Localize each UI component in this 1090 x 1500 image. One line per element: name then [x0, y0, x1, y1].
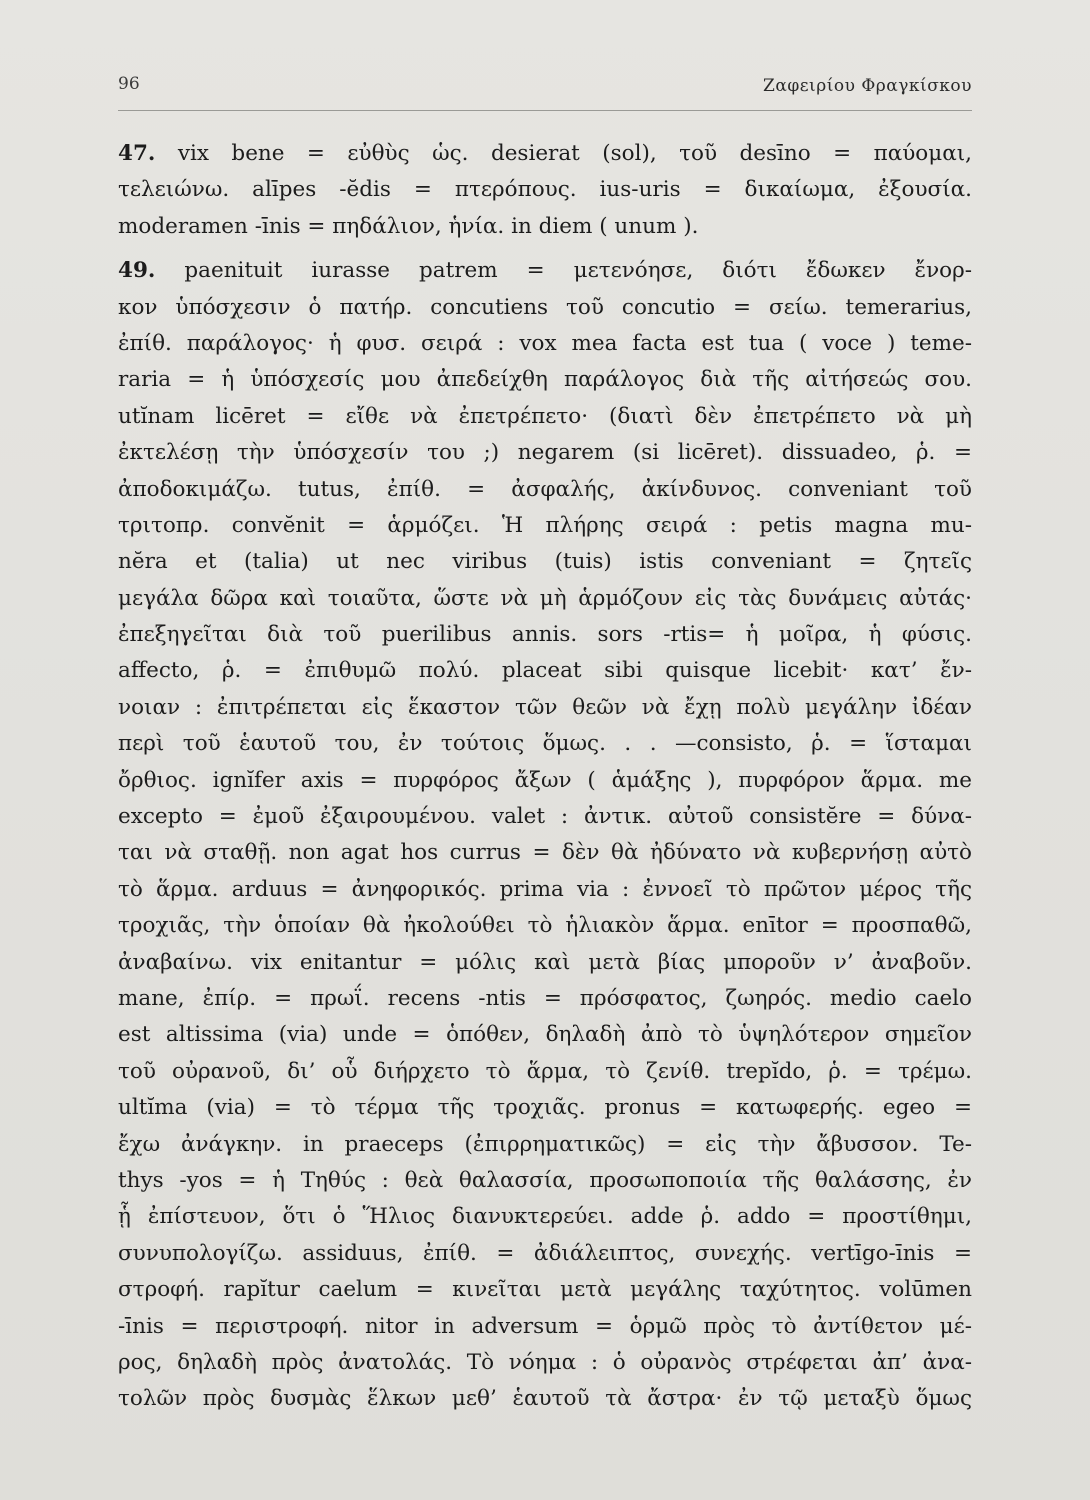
text-line: ἔχω ἀνάγκην. in praeceps (ἐπιρρηματικῶς) = εἰς τὴν ἄβυσσον. Te- — [118, 1131, 972, 1157]
text-line: ἀποδοκιμάζω. tutus, ἐπίθ. = ἀσφαλής, ἀκίνδυνος. conveniant τοῦ — [118, 476, 972, 502]
text-line: ἀναβαίνω. vix enitantur = μόλις καὶ μετὰ βίας μποροῦν ν’ ἀναβοῦν. — [118, 949, 972, 975]
text-line: ᾗ ἐπίστευον, ὅτι ὁ Ἥλιος διανυκτερεύει. adde ῥ. addo = προστίθημι, — [118, 1204, 972, 1230]
text-line: -īnis = περιστροφή. nitor in adversum = ὁρμῶ πρὸς τὸ ἀντίθετον μέ- — [118, 1313, 972, 1339]
text-line: affecto, ῥ. = ἐπιθυμῶ πολύ. placeat sibi quisque licebit· κατ’ ἔν- — [118, 658, 972, 684]
text-line: ultĭma (via) = τὸ τέρμα τῆς τροχιᾶς. pronus = κατωφερής. egeo = — [118, 1095, 972, 1121]
text-line: raria = ἡ ὑπόσχεσίς μου ἀπεδείχθη παράλογος διὰ τῆς αἰτήσεώς σου. — [118, 367, 972, 393]
text-line: excepto = ἐμοῦ ἐξαιρουμένου. valet : ἀντικ. αὐτοῦ consistĕre = δύνα- — [118, 804, 972, 830]
paragraph-gap — [118, 245, 972, 253]
text-line: συνυπολογίζω. assiduus, ἐπίθ. = ἀδιάλειπτος, συνεχής. vertīgo-īnis = — [118, 1240, 972, 1266]
paragraph-number: 47. — [118, 141, 156, 166]
text-line: mane, ἐπίρ. = πρωΐ. recens -ntis = πρόσφατος, ζωηρός. medio caelo — [118, 985, 972, 1011]
page-number: 96 — [118, 74, 140, 94]
text-line: moderamen -īnis = πηδάλιον, ἡνία. in diem ( unum ). — [118, 213, 699, 239]
header-rule — [118, 110, 972, 111]
text-line: ἐκτελέσῃ τὴν ὑπόσχεσίν του ;) negarem (si licēret). dissuadeo, ῥ. = — [118, 440, 972, 466]
text-line: utĭnam licēret = εἴθε νὰ ἐπετρέπετο· (διατὶ δὲν ἐπετρέπετο νὰ μὴ — [118, 403, 972, 429]
text-line: νοιαν : ἐπιτρέπεται εἰς ἕκαστον τῶν θεῶν νὰ ἔχῃ πολὺ μεγάλην ἰδέαν — [118, 694, 972, 720]
text-line: nĕra et (talia) ut nec viribus (tuis) istis conveniant = ζητεῖς — [118, 549, 972, 575]
text-line: τοῦ οὐρανοῦ, δι’ οὗ διήρχετο τὸ ἅρμα, τὸ ζενίθ. trepĭdo, ῥ. = τρέμω. — [118, 1058, 972, 1084]
text-line: μεγάλα δῶρα καὶ τοιαῦτα, ὥστε νὰ μὴ ἁρμόζουν εἰς τὰς δυνάμεις αὐτάς· — [118, 585, 972, 611]
text-line: τριτοπρ. convĕnit = ἁρμόζει. Ἡ πλήρης σειρά : petis magna mu- — [118, 512, 972, 538]
text-line: περὶ τοῦ ἑαυτοῦ του, ἐν τούτοις ὅμως. . . —consisto, ῥ. = ἵσταμαι — [118, 731, 972, 757]
page-header — [118, 74, 972, 110]
text-line: τελειώνω. alīpes -ĕdis = πτερόπους. ius-uris = δικαίωμα, ἐξουσία. — [118, 177, 972, 203]
text-line: τὸ ἅρμα. arduus = ἀνηφορικός. prima via : ἐννοεῖ τὸ πρῶτον μέρος τῆς — [118, 876, 972, 902]
text-line: thys -yos = ἡ Τηθύς : θεὰ θαλασσία, προσωποποιία τῆς θαλάσσης, ἐν — [118, 1167, 972, 1193]
text-line: τολῶν πρὸς δυσμὰς ἕλκων μεθ’ ἑαυτοῦ τὰ ἄστρα· ἐν τῷ μεταξὺ ὅμως — [118, 1386, 972, 1412]
text-line: ἐπίθ. παράλογος· ἡ φυσ. σειρά : vox mea facta est tua ( voce ) teme- — [118, 330, 972, 356]
paragraph-number: 49. — [118, 258, 156, 284]
text-line: 49. paenituit iurasse patrem = μετενόησε, διότι ἔδωκεν ἔνορ- — [118, 258, 972, 284]
text-line: κον ὑπόσχεσιν ὁ πατήρ. concutiens τοῦ concutio = σείω. temerarius, — [118, 294, 972, 320]
running-head: Ζαφειρίου Φραγκίσκου — [763, 76, 972, 96]
text-line: ρος, δηλαδὴ πρὸς ἀνατολάς. Τὸ νόημα : ὁ οὐρανὸς στρέφεται ἀπ’ ἀνα- — [118, 1349, 972, 1375]
text-line: τροχιᾶς, τὴν ὁποίαν θὰ ἠκολούθει τὸ ἡλιακὸν ἅρμα. enītor = προσπαθῶ, — [118, 913, 972, 939]
text-line: ἐπεξηγεῖται διὰ τοῦ puerilibus annis. sors -rtis= ἡ μοῖρα, ἡ φύσις. — [118, 622, 972, 648]
text-line: ται νὰ σταθῇ. non agat hos currus = δὲν θὰ ἠδύνατο νὰ κυβερνήσῃ αὐτὸ — [118, 840, 972, 866]
text-line: στροφή. rapĭtur caelum = κινεῖται μετὰ μεγάλης ταχύτητος. volūmen — [118, 1277, 972, 1303]
text-line: est altissima (via) unde = ὁπόθεν, δηλαδὴ ἀπὸ τὸ ὑψηλότερον σημεῖον — [118, 1022, 972, 1048]
text-line: ὄρθιος. ignĭfer axis = πυρφόρος ἄξων ( ἁμάξης ), πυρφόρον ἅρμα. me — [118, 767, 972, 793]
text-line: 47. vix bene = εὐθὺς ὡς. desierat (sol), τοῦ desīno = παύομαι, — [118, 141, 972, 166]
commentary-text — [118, 136, 972, 1418]
